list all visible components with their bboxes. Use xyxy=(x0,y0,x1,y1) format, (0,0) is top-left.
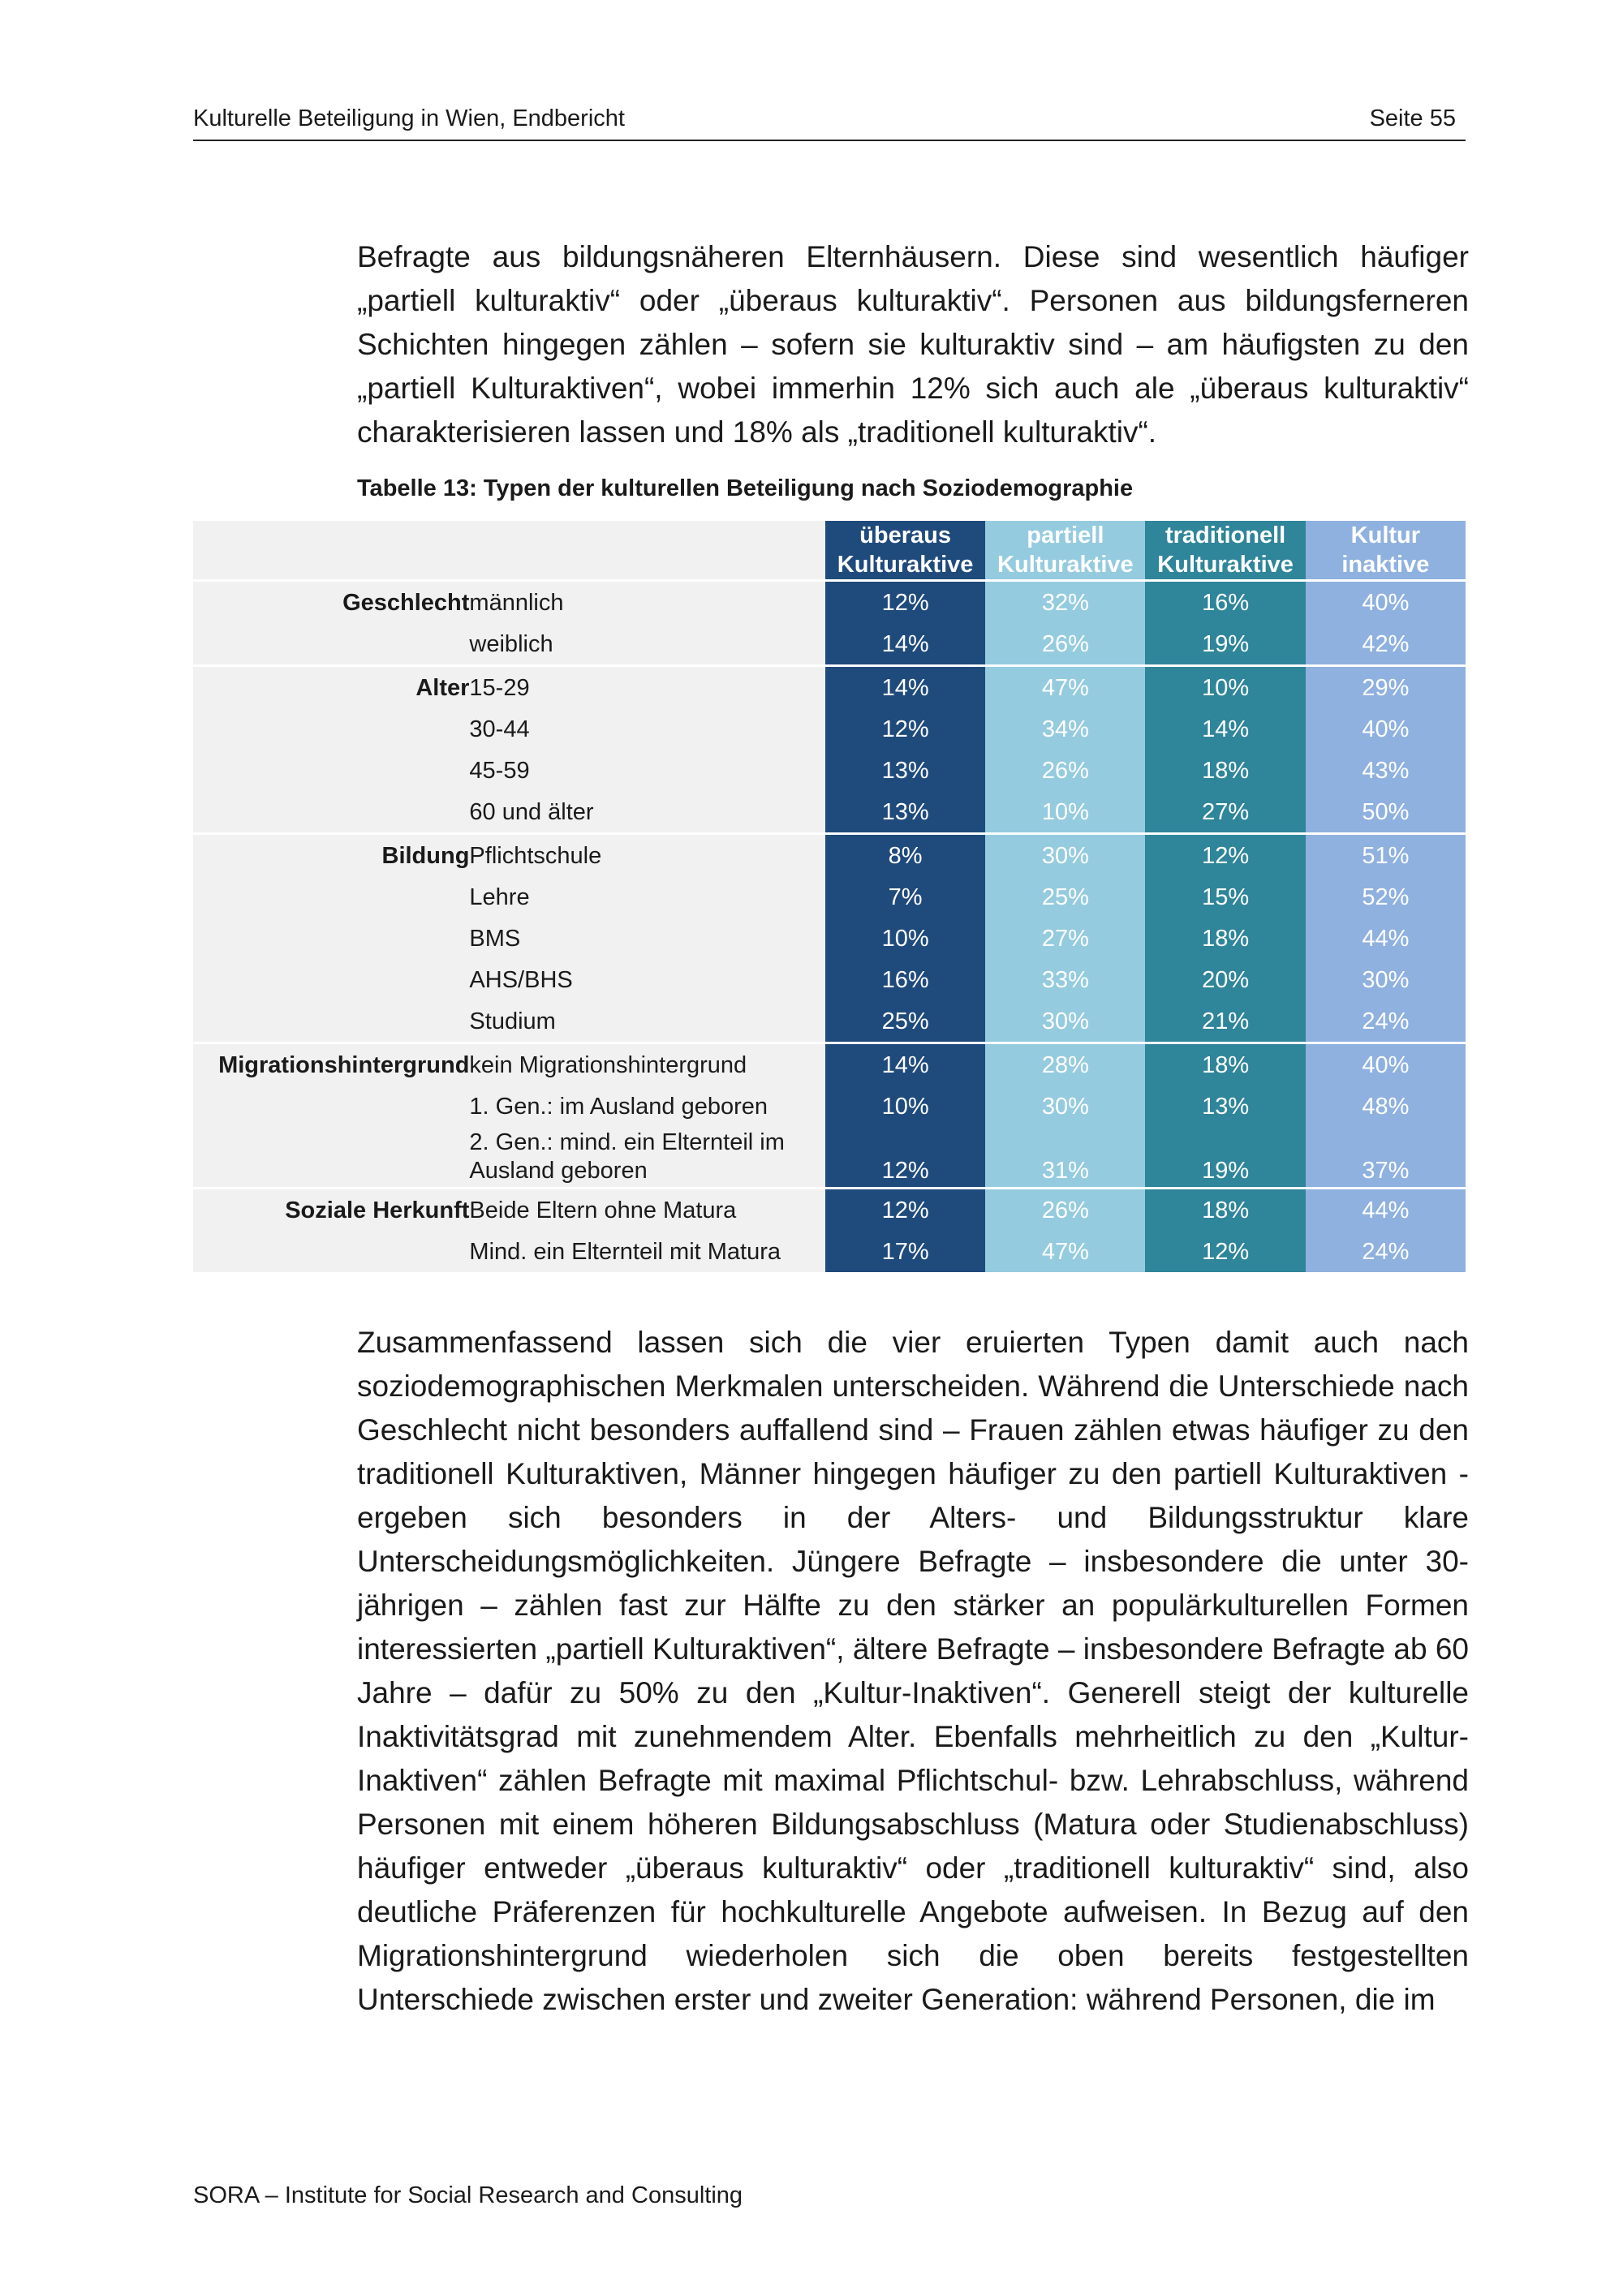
table-cell: 27% xyxy=(1145,791,1305,834)
row-label: 2. Gen.: mind. ein Elternteil im Ausland geboren xyxy=(469,1127,825,1189)
row-label: Mind. ein Elternteil mit Matura xyxy=(469,1231,825,1272)
table-row xyxy=(193,623,1466,666)
table-row xyxy=(193,581,1466,624)
table-row xyxy=(193,1189,1466,1232)
group-label-empty xyxy=(193,959,469,1000)
table-cell: 31% xyxy=(985,1127,1145,1189)
table-cell: 14% xyxy=(825,666,985,709)
table-cell: 37% xyxy=(1306,1127,1466,1189)
table-cell: 48% xyxy=(1306,1086,1466,1127)
table-cell: 26% xyxy=(985,623,1145,666)
table-row xyxy=(193,1127,1466,1189)
group-label: Soziale Herkunft xyxy=(193,1189,469,1232)
table-cell: 18% xyxy=(1145,1043,1305,1086)
group-label: Alter xyxy=(193,666,469,709)
page-footer: SORA – Institute for Social Research and Consulting xyxy=(193,2182,743,2208)
table-cell: 50% xyxy=(1306,791,1466,834)
table-cell: 51% xyxy=(1306,834,1466,877)
group-label: Bildung xyxy=(193,834,469,877)
page-header xyxy=(193,104,1466,141)
table-cell: 28% xyxy=(985,1043,1145,1086)
table-cell: 16% xyxy=(825,959,985,1000)
table-cell: 10% xyxy=(1145,666,1305,709)
table-cell: 19% xyxy=(1145,623,1305,666)
table-row xyxy=(193,791,1466,834)
table-cell: 18% xyxy=(1145,918,1305,959)
table-cell: 18% xyxy=(1145,1189,1305,1232)
table-cell: 29% xyxy=(1306,666,1466,709)
column-header-inaktiv: Kultur inaktive xyxy=(1306,521,1466,581)
row-label: AHS/BHS xyxy=(469,959,825,1000)
paragraph-summary: Zusammenfassend lassen sich die vier eruierten Typen damit auch nach soziodemographischen Merkmalen unterscheiden. Während die Unterschiede nach Geschlecht nicht besonders auffallend sind – Frauen zählen etwas häufiger zu den traditionell Kulturaktiven, Männer hingegen häufiger zu den partiell Kulturaktiven - ergeben sich besonders in der Alters- und Bildungsstruktur klare Unterscheidungsmöglichkeiten. Jüngere Befragte – insbesondere die unter 30-jährigen – zählen fast zur Hälfte zu den stärker an populärkulturellen Formen interessierten „partiell Kulturaktiven“, ältere Befragte – insbesondere Befragte ab 60 Jahre – dafür zu 50% zu den „Kultur-Inaktiven“. Generell steigt der kulturelle Inaktivitätsgrad mit zunehmendem Alter. Ebenfalls mehrheitlich zu den „Kultur-Inaktiven“ zählen Befragte mit maximal Pflichtschul- bzw. Lehrabschluss, während Personen mit einem höheren Bildungsabschluss (Matura oder Studienabschluss) häufiger entweder „überaus kulturaktiv“ oder „traditionell kulturaktiv“ sind, also deutliche Präferenzen für hochkulturelle Angebote aufweisen. In Bezug auf den Migrationshintergrund wiederholen sich die oben bereits festgestellten Unterschiede zwischen erster und zweiter Generation: während Personen, die im xyxy=(357,1326,1469,2016)
group-label-empty xyxy=(193,1231,469,1272)
table-row xyxy=(193,708,1466,750)
table-row xyxy=(193,959,1466,1000)
row-label: 15-29 xyxy=(469,666,825,709)
table-header-row xyxy=(193,521,1466,581)
table-cell: 34% xyxy=(985,708,1145,750)
row-label: 1. Gen.: im Ausland geboren xyxy=(469,1086,825,1127)
table-cell: 14% xyxy=(1145,708,1305,750)
table-row xyxy=(193,666,1466,709)
row-label: 60 und älter xyxy=(469,791,825,834)
table-cell: 13% xyxy=(825,791,985,834)
participation-table xyxy=(193,521,1466,1272)
table-cell: 44% xyxy=(1306,1189,1466,1232)
table-cell: 25% xyxy=(825,1000,985,1043)
table-cell: 18% xyxy=(1145,750,1305,791)
group-label: Migrationshintergrund xyxy=(193,1043,469,1086)
row-label: Studium xyxy=(469,1000,825,1043)
table-cell: 12% xyxy=(825,1127,985,1189)
table-cell: 10% xyxy=(825,918,985,959)
group-label-empty xyxy=(193,918,469,959)
row-label: weiblich xyxy=(469,623,825,666)
table-row xyxy=(193,1231,1466,1272)
table-cell: 24% xyxy=(1306,1000,1466,1043)
table-cell: 40% xyxy=(1306,708,1466,750)
table-cell: 26% xyxy=(985,750,1145,791)
table-cell: 16% xyxy=(1145,581,1305,624)
group-label-empty xyxy=(193,1127,469,1189)
table-row xyxy=(193,1086,1466,1127)
table-row xyxy=(193,1000,1466,1043)
table-cell: 32% xyxy=(985,581,1145,624)
table-cell: 52% xyxy=(1306,876,1466,918)
group-label-empty xyxy=(193,623,469,666)
row-label: männlich xyxy=(469,581,825,624)
table-cell: 26% xyxy=(985,1189,1145,1232)
table-cell: 7% xyxy=(825,876,985,918)
group-label-empty xyxy=(193,791,469,834)
table-caption: Tabelle 13: Typen der kulturellen Beteiligung nach Soziodemographie xyxy=(357,475,1134,501)
table-cell: 12% xyxy=(1145,1231,1305,1272)
table-cell: 13% xyxy=(825,750,985,791)
table-cell: 12% xyxy=(825,708,985,750)
paragraph-intro: Befragte aus bildungsnäheren Elternhäusern. Diese sind wesentlich häufiger „partiell kulturaktiv“ oder „überaus kulturaktiv“. Personen aus bildungsferneren Schichten hingegen zählen – sofern sie kulturaktiv sind – am häufigsten zu den „partiell Kulturaktiven“, wobei immerhin 12% sich auch ale „überaus kulturaktiv“ charakterisieren lassen und 18% als „traditionell kulturaktiv“. xyxy=(357,240,1469,449)
table-cell: 27% xyxy=(985,918,1145,959)
table-cell: 30% xyxy=(985,1086,1145,1127)
table-cell: 25% xyxy=(985,876,1145,918)
table-cell: 13% xyxy=(1145,1086,1305,1127)
group-label-empty xyxy=(193,876,469,918)
table-cell: 44% xyxy=(1306,918,1466,959)
table-cell: 40% xyxy=(1306,581,1466,624)
table-cell: 14% xyxy=(825,1043,985,1086)
row-label: 45-59 xyxy=(469,750,825,791)
table-cell: 47% xyxy=(985,666,1145,709)
table-cell: 24% xyxy=(1306,1231,1466,1272)
group-label-empty xyxy=(193,1086,469,1127)
table-cell: 30% xyxy=(985,834,1145,877)
table-cell: 12% xyxy=(825,1189,985,1232)
table-cell: 10% xyxy=(985,791,1145,834)
table-cell: 12% xyxy=(1145,834,1305,877)
table-cell: 47% xyxy=(985,1231,1145,1272)
row-label: Lehre xyxy=(469,876,825,918)
table-cell: 14% xyxy=(825,623,985,666)
report-title: Kulturelle Beteiligung in Wien, Endbericht xyxy=(193,105,625,131)
table-cell: 40% xyxy=(1306,1043,1466,1086)
table-cell: 30% xyxy=(985,1000,1145,1043)
table-row xyxy=(193,750,1466,791)
table-cell: 30% xyxy=(1306,959,1466,1000)
table-cell: 8% xyxy=(825,834,985,877)
header-blank xyxy=(469,521,825,581)
row-label: BMS xyxy=(469,918,825,959)
table-cell: 15% xyxy=(1145,876,1305,918)
column-header-ueberaus: überaus Kulturaktive xyxy=(825,521,985,581)
table-row xyxy=(193,1043,1466,1086)
row-label: Beide Eltern ohne Matura xyxy=(469,1189,825,1232)
header-blank xyxy=(193,521,469,581)
row-label: kein Migrationshintergrund xyxy=(469,1043,825,1086)
table-cell: 33% xyxy=(985,959,1145,1000)
table-cell: 19% xyxy=(1145,1127,1305,1189)
group-label-empty xyxy=(193,750,469,791)
table-cell: 17% xyxy=(825,1231,985,1272)
group-label-empty xyxy=(193,1000,469,1043)
table-cell: 10% xyxy=(825,1086,985,1127)
table-cell: 12% xyxy=(825,581,985,624)
table-row xyxy=(193,918,1466,959)
row-label: 30-44 xyxy=(469,708,825,750)
group-label-empty xyxy=(193,708,469,750)
group-label: Geschlecht xyxy=(193,581,469,624)
row-label: Pflichtschule xyxy=(469,834,825,877)
table-cell: 42% xyxy=(1306,623,1466,666)
column-header-partiell: partiell Kulturaktive xyxy=(985,521,1145,581)
page-number: Seite 55 xyxy=(1369,105,1456,131)
table-cell: 43% xyxy=(1306,750,1466,791)
table-row xyxy=(193,876,1466,918)
column-header-traditionell: traditionell Kulturaktive xyxy=(1145,521,1305,581)
table-row xyxy=(193,834,1466,877)
table-cell: 20% xyxy=(1145,959,1305,1000)
table-cell: 21% xyxy=(1145,1000,1305,1043)
